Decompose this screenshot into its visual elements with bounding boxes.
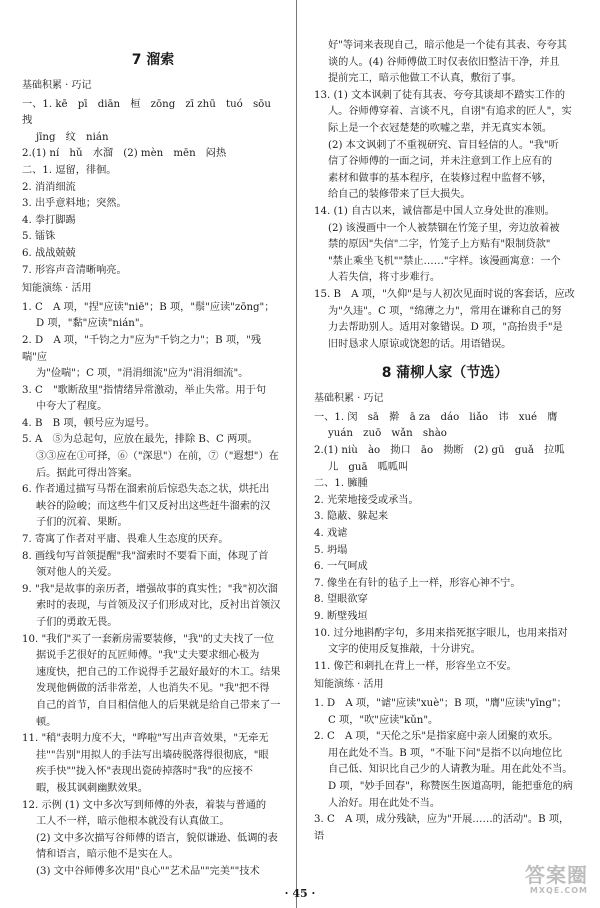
lesson-7-title: 7 溜索 — [131, 52, 175, 68]
answer-line: 6. 战战兢兢 — [22, 247, 76, 259]
answer-line: 3. C A 项，成分残缺，应为"开展……的活动"。B 项，语 — [314, 814, 570, 842]
answer-line: 谈的人。(4) 谷师傅做工时仅表依旧整洁干净，并且 — [328, 56, 560, 68]
answer-line: 10. 过分地斟酌字句，多用来指死抠字眼儿，也用来指对 — [314, 627, 568, 639]
section-basic-accumulation-2: 基础积累 · 巧记 — [314, 393, 384, 405]
answer-line: 后。据此可得出答案。 — [36, 467, 138, 479]
answer-line: 峡谷的险峻；而这些牛们又反衬出这些赶牛溜索的汉 — [36, 500, 271, 512]
left-column — [22, 40, 284, 881]
answer-line: 一、1. 闵 sā 擀 ā za dáo liǎo 讳 xué 膺 — [314, 411, 558, 423]
answer-line: 知能演练 · 活用 — [314, 679, 384, 691]
answer-line: 速度快，把自己的工作说得手艺最好最好的木工。结果 — [36, 666, 281, 678]
answer-line: 信了谷师傅的一面之词，并未注意到工作上应有的 — [328, 156, 553, 168]
answer-line: 二、1. 臃腫 — [314, 478, 368, 490]
answer-line: 11. "稍"表明力度不大，"哗啦"写出声音效果，"无牵无 — [22, 733, 269, 745]
answer-line: ③③应在①可择，⑥（"深思"）在前，⑦（"遐想"）在 — [36, 451, 279, 463]
answer-line: 7. 寄寓了作者对平庸、畏难人生态度的厌弃。 — [22, 534, 229, 546]
answer-line: "禁止乘坐飞机""禁止……"字样。该漫画寓意：一个 — [328, 255, 561, 267]
answer-line: D 项，"妙手回春"，称赞医生医道高明，能把垂危的病 — [328, 780, 573, 792]
answer-line: 4. 戏谑 — [314, 528, 348, 540]
answer-line: 旧时恳求人原谅或饶恕的话。用语错误。 — [328, 338, 512, 350]
answer-line: 2. 光荣地接受或承当。 — [314, 494, 419, 506]
right-column — [314, 38, 576, 845]
answer-line: C 项，"吹"应读"kǔn"。 — [328, 714, 439, 726]
watermark-logo — [525, 862, 588, 900]
answer-line: 人若失信，将寸步难行。 — [328, 272, 441, 284]
answer-line: 1. D A 项，"谑"应读"xuè"；B 项，"膺"应读"yīng"； — [314, 697, 567, 709]
answer-line: 3. C "歌断敌里"指情绪异常激动，举止失常。用于句 — [22, 384, 267, 396]
answer-line: 为"俭喘"；C 项，"涓涓细流"应为"涓涓细流"。 — [36, 368, 249, 380]
answer-line: 13. (1) 文本讽刺了徒有其表、夸夸其谈却不踏实工作的 — [314, 89, 566, 101]
answer-line: 为"久违"。C 项，"绵薄之力"，常用在谦称自己的努 — [328, 305, 562, 317]
answer-line: 力去帮助别人。适用对象错误。D 项，"高抬贵手"是 — [328, 322, 563, 334]
right-answer-list-mid — [314, 410, 576, 845]
answer-line: 疾手快""拢入怀"表现出瓷砖掉落时"我"的应接不 — [36, 766, 253, 778]
section-basic-accumulation: 基础积累 · 巧记 — [22, 80, 92, 91]
answer-line: 10. "我们"买了一套新房需要装修，"我"的丈夫找了一位 — [22, 633, 275, 645]
answer-line: 领对他人的关爱。 — [36, 567, 118, 579]
answer-line: 2.(1) niù ào 拗口 āo 拗断 (2) gū guǎ 拉呱 — [314, 445, 565, 457]
answer-line: 5. A ⑤为总起句，应放在最先，排除 B、C 两项。 — [22, 434, 258, 446]
column-divider — [296, 0, 297, 908]
answer-line: 4. B B 项，顿号应为逗号。 — [22, 417, 156, 429]
answer-line: 文字的使用反复推敲，十分讲究。 — [328, 644, 481, 656]
answer-line: 素材和做事的基本程序，在装修过程中监督不够， — [328, 172, 553, 184]
answer-line: yuán zuō wǎn shào — [328, 428, 447, 440]
answer-line: 子们的勇敢无畏。 — [36, 617, 118, 628]
answer-line: 发现他俩做的活非常差，人也消失不见。"我"把不得 — [36, 683, 270, 695]
answer-line: 3. 隐蔽、躲起来 — [314, 511, 389, 523]
answer-line: 提前完工，暗示他做工不认真，敷衍了事。 — [328, 73, 522, 85]
right-answer-list-top — [314, 38, 576, 353]
answer-line: (2) 本文讽刺了不重视研究、盲目轻信的人。"我"听 — [328, 139, 559, 151]
answer-line: jīng 纹 nián — [36, 131, 109, 143]
answer-line: 7. 形容声音清晰响亮。 — [22, 264, 127, 276]
answer-line: 7. 像坐在有针的毡子上一样，形容心神不宁。 — [314, 577, 521, 589]
answer-line: 二、1. 逗留，徘徊。 — [22, 164, 117, 176]
answer-line: (2) 文中多次描写谷师傅的语言，貌似谦逊、低调的表 — [36, 832, 278, 844]
answer-line: 好"等词来表现自己，暗示他是一个徒有其表、夸夸其 — [328, 40, 567, 51]
answer-line: 自己的首节，自目相信他人的后果就是给自己带来了一顿。 — [36, 699, 281, 728]
answer-line: 一、1. kē pī diān 桓 zōng zī zhū tuó sōu 拽 — [22, 98, 282, 127]
answer-line: 12. 示例 (1) 文中多次写到师傅的外表，着装与普通的 — [22, 799, 267, 811]
answer-line: 挂""告别"用拟人的手法写出墙砖脱落得很彻底，"眼 — [36, 749, 269, 761]
answer-line: 际上是一个衣冠楚楚的吹嘘之辈，并无真实本领。 — [328, 122, 553, 134]
left-answer-list — [22, 97, 284, 881]
watermark-url: MXQE.COM — [529, 886, 588, 896]
answer-line: 中夸大了程度。 — [36, 401, 108, 413]
answer-line: 5. 坍塌 — [314, 544, 348, 556]
answer-line: (3) 文中谷师傅多次用"良心""艺术品""完美""技术 — [36, 865, 260, 877]
answer-line: 儿 guā 呱呱叫 — [328, 461, 409, 473]
answer-line: 人治好。用在此处不当。 — [328, 797, 441, 809]
answer-line: 工人不一样，暗示他根本就没有认真做工。 — [36, 816, 230, 828]
answer-line: 1. C A 项，"捏"应读"niē"；B 项，"鬃"应读"zōng"； — [22, 301, 275, 313]
answer-line: (2) 该漫画中一个人被禁锢在竹笼子里，旁边放着被 — [328, 222, 560, 234]
answer-line: 11. 像芒和刺扎在背上一样，形容坐立不安。 — [314, 660, 517, 672]
answer-line: 9. 断壁残垣 — [314, 611, 368, 622]
answer-line: 9. "我"是故事的亲历者，增强故事的真实性；"我"初次溜 — [22, 583, 278, 595]
answer-line: 14. (1) 自古以来，诚信都是中国人立身处世的准则。 — [314, 205, 555, 217]
answer-line: 2. 消消细流 — [22, 181, 76, 193]
answer-line: 6. 作者通过描写马帮在溜索前后惊恐失态之状，烘托出 — [22, 484, 270, 496]
watermark-text: 答案圈 — [525, 862, 588, 887]
answer-line: 2.(1) ní hǔ 水溜 (2) mèn mēn 闷热 — [22, 148, 227, 160]
answer-line: 用在此处不当。B 项，"不耻下问"是指不以向地位比 — [328, 747, 563, 759]
answer-line: 4. 拳打脚踢 — [22, 214, 76, 226]
answer-line: 8. 望眼欲穿 — [314, 594, 368, 606]
answer-line: 暇，极其讽刺幽默效果。 — [36, 782, 149, 794]
lesson-8-title: 8 蒲柳人家（节选） — [381, 365, 509, 382]
answer-line: 2. C A 项，"天伦之乐"是指家庭中亲人团聚的欢乐。 — [314, 731, 559, 743]
answer-line: D 项，"黏"应读"nián"。 — [36, 318, 150, 330]
answer-line: 2. D A 项，"千钧之力"应为"千钧之力"；B 项，"残喘"应 — [22, 334, 262, 363]
answer-line: 禁的原因"失信"二字，竹笼子上方贴有"限制贷款" — [328, 239, 551, 251]
answer-line: 据说手艺很好的瓦匠师傅。"我"丈夫要求细心极为 — [36, 650, 260, 662]
answer-line: 自己低、知识比自己少的人请教为耻。用在此处不当。 — [328, 764, 573, 776]
answer-line: 情和语言，暗示他不是实在人。 — [36, 849, 179, 861]
answer-line: 3. 出乎意料地；突然。 — [22, 198, 127, 210]
answer-line: 8. 画线句写首领提醒"我"溜索时不要看下面，体现了首 — [22, 550, 269, 562]
answer-line: 6. 一气呵成 — [314, 561, 368, 573]
page-number: · 45 · — [284, 887, 316, 900]
answer-line: 给自己的装修带来了巨大损失。 — [328, 189, 471, 201]
answer-line: 人。谷师傅穿着、言谈不凡，自诩"有追求的匠人"，实 — [328, 106, 572, 118]
answer-line: 索时的表现，与首领及汉子们形成对比，反衬出首领汉 — [36, 600, 281, 612]
answer-line: 知能演练 · 活用 — [22, 283, 92, 295]
answer-line: 15. B A 项，"久仰"是与人初次见面时说的客套话，应改 — [314, 288, 575, 300]
answer-line: 子们的沉着、果断。 — [36, 517, 128, 529]
answer-line: 5. 镭铢 — [22, 231, 56, 243]
